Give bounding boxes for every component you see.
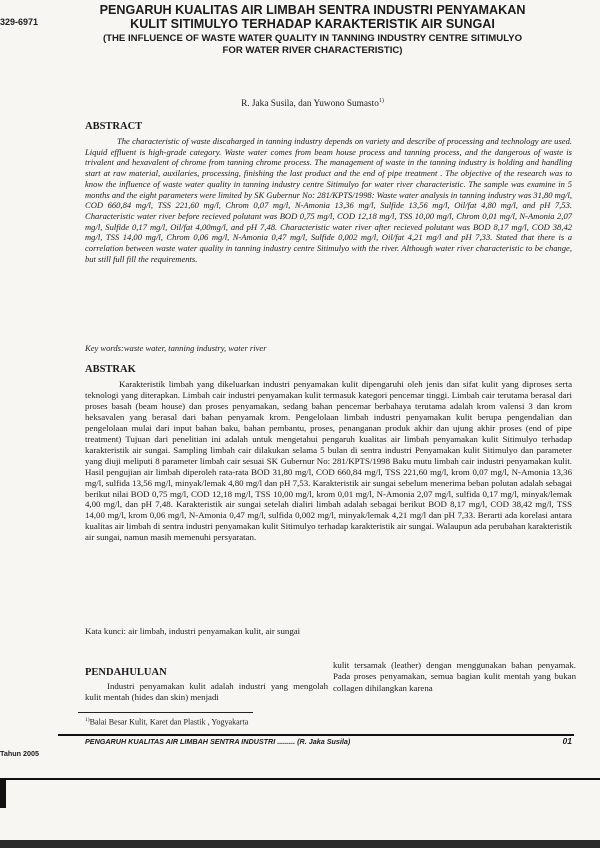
author-line [95,98,530,109]
paper-title-indonesian: PENGARUH KUALITAS AIR LIMBAH SENTRA INDUSTRI PENYAMAKAN KULIT SITIMULYO TERHADAP KARAKTERISTIK AIR SUNGAI [99,3,526,31]
author-names: R. Jaka Susila, dan Yuwono Sumasto [241,99,379,110]
footnote-mark: 1) [85,717,90,723]
margin-issn-fragment: 329-6971 [0,17,39,27]
margin-year-fragment: Tahun 2005 [0,749,40,758]
running-footer [85,737,572,746]
abstract-body [85,136,572,264]
abstrak-heading: ABSTRAK [85,364,136,375]
abstract-keywords: Key words:waste water, tanning industry, water river [85,343,267,353]
footnote-divider [78,712,253,713]
scan-edge-line [0,778,600,780]
abstract-paragraph: The characteristic of waste discaharged in tanning industry depends on variety and describe of processing and technology are used. Liquid effluent is high-grade category. Waste water comes from beam house process and tanning process, and the dangerous of waste is trivalent and hexavalent of chrome from tanning chrome process. The management of waste in the tanning industry is holding and handling start at raw material, auxilaries, processing, finishing the last product and the end of pipe treatment . The objective of the research was to know the influence of waste water quality in tanning industry centre Sitimulyo for water river characteristic. The sample was examine in 5 months and the eight parameters were limited by SK Gubernur No: 281/KPTS/1998: Waste water analysis in tanning industry was 31,80 mg/l, COD 660,84 mg/l, TSS 221,60 mg/l, Chrom 0,07 mg/l, N-Amonia 13,36 mg/l, Sulfide 13,56 mg/l, Oil/fat 4,80 mg/l, and pH 7,53. Characteristic water river before recieved polutant was BOD 0,75 mg/l, COD 12,18 mg/l, TSS 10,00 mg/l, Chrom 0,01 mg/l, N-Amonia 2,07 mg/l, Sulfide 0,17 mg/l, Oil/fat 4,00mg/l, and pH 7,48. Characteristic water river after recieved polutant was BOD 8,17 mg/l, COD 38,42 mg/l, TSS 14,00 mg/l, Chrom 0,06 mg/l, N-Amonia 0,47 mg/l, Sulfide 0,002 mg/l, Oil/fat 4,21 mg/l and pH 7,33. Stated that there is a correlation between waste water quality in tanning industry centre Sitimulyo with the river. Although water river characteristic to be change, but still full fill the requirements. [85,136,573,264]
page-number: 01 [562,736,572,746]
body-right-text: kulit tersamak (leather) dengan menggunakan bahan penyamak. Pada proses penyamakan, semua bagian kulit mentah yang bukan collagen dihilangkan karena [333,660,576,693]
footer-running-title: PENGARUH KUALITAS AIR LIMBAH SENTRA INDUSTRI ......... (R. Jaka Susila) [85,737,351,746]
footer-divider [58,734,574,736]
scan-bottom-shadow [0,840,600,848]
abstract-heading: ABSTRACT [85,121,143,132]
body-right-column [333,660,576,694]
body-left-column [85,667,328,704]
pendahuluan-heading: PENDAHULUAN [85,667,167,678]
abstrak-body [85,379,572,543]
abstrak-paragraph: Karakteristik limbah yang dikeluarkan industri penyamakan kulit dipengaruhi oleh jenis dan sifat kulit yang diproses serta teknologi yang diterapkan. Limbah cair industri penyamakan kulit termasuk kategori pencemar tinggi. Limbah cair terutama berasal dari proses basah (beam house) dan proses penyamakan, sedang bahan pencemar berbahaya terutama adalah krom valensi 3 dan krom heksavalen yang berasal dari bahan penyamak krom. Pengelolaan limbah industri penyamakan kulit berupa pengendalian dan pengelolaan mulai dari input bahan baku, bahan pembantu, proses, penanganan produk akhir dan ujung akhir proses (end of pipe treatment) Tujuan dari penelitian ini adalah untuk mengetahui pengaruh kualitas air limbah penyamakan kulit Sitimulyo terhadap karakteristik air sungai. Sampling limbah cair dilakukan selama 5 bulan di sentra industri Penyamakan kulit Sitimulyo dan parameter yang diuji meliputi 8 parameter limbah cair sesuai SK Gubernur No: 281/KPTS/1998 Baku mutu limbah cair industri penyamakan kulit. Hasil pengujian air limbah diperoleh rata-rata BOD 31,80 mg/l, COD 660,84 mg/l, TSS 221,60 mg/l, krom 0,07 mg/l, N-Amonia 13,36 mg/l, sulfida 13,56 mg/l, minyak/lemak 4,80 mg/l dan pH 7,53. Karakteristik air sungai sebelum menerima beban polutan adalah sebagai berikut nilai BOD 0,75 mg/l, COD 12,18 mg/l, TSS 10,00 mg/l, krom 0,01 mg/l, N-Amonia 2,07 mg/l, sulfida 0,17 mg/l, minyak/lemak 4,00 mg/l, dan pH 7,48. Karakteristik air sungai setelah dialiri limbah adalah sebagai berikut BOD 8,17 mg/l, COD 38,42 mg/l, TSS 14,00 mg/l, krom 0,06 mg/l, N-Amonia 0,47 mg/l, sulfida 0,002 mg/l, minyak/lemak 4,21 mg/l dan pH 7,33. Berarti ada korelasi antara kualitas air limbah di sentra industri penyamakan kulit Sitimulyo terhadap karakteristik air sungai. Walaupun ada perubahan karakteristik air sungai, namun masih memenuhi persyaratan. [85,379,572,543]
scan-edge-corner [0,778,6,808]
author-affiliation-mark: 1) [378,98,384,104]
abstrak-keywords: Kata kunci: air limbah, industri penyamakan kulit, air sungai [85,626,301,636]
footnote-text: Balai Besar Kulit, Karet dan Plastik , Yogyakarta [89,717,249,727]
title-block [95,3,530,56]
paper-title-english: (THE INFLUENCE OF WASTE WATER QUALITY IN TANNING INDUSTRY CENTRE SITIMULYO FOR WATER RIVER CHARACTERISTIC) [102,33,523,56]
footnote [85,717,248,727]
body-left-text: Industri penyamakan kulit adalah industri yang mengolah kulit mentah (hides dan skin) menjadi [85,681,328,703]
